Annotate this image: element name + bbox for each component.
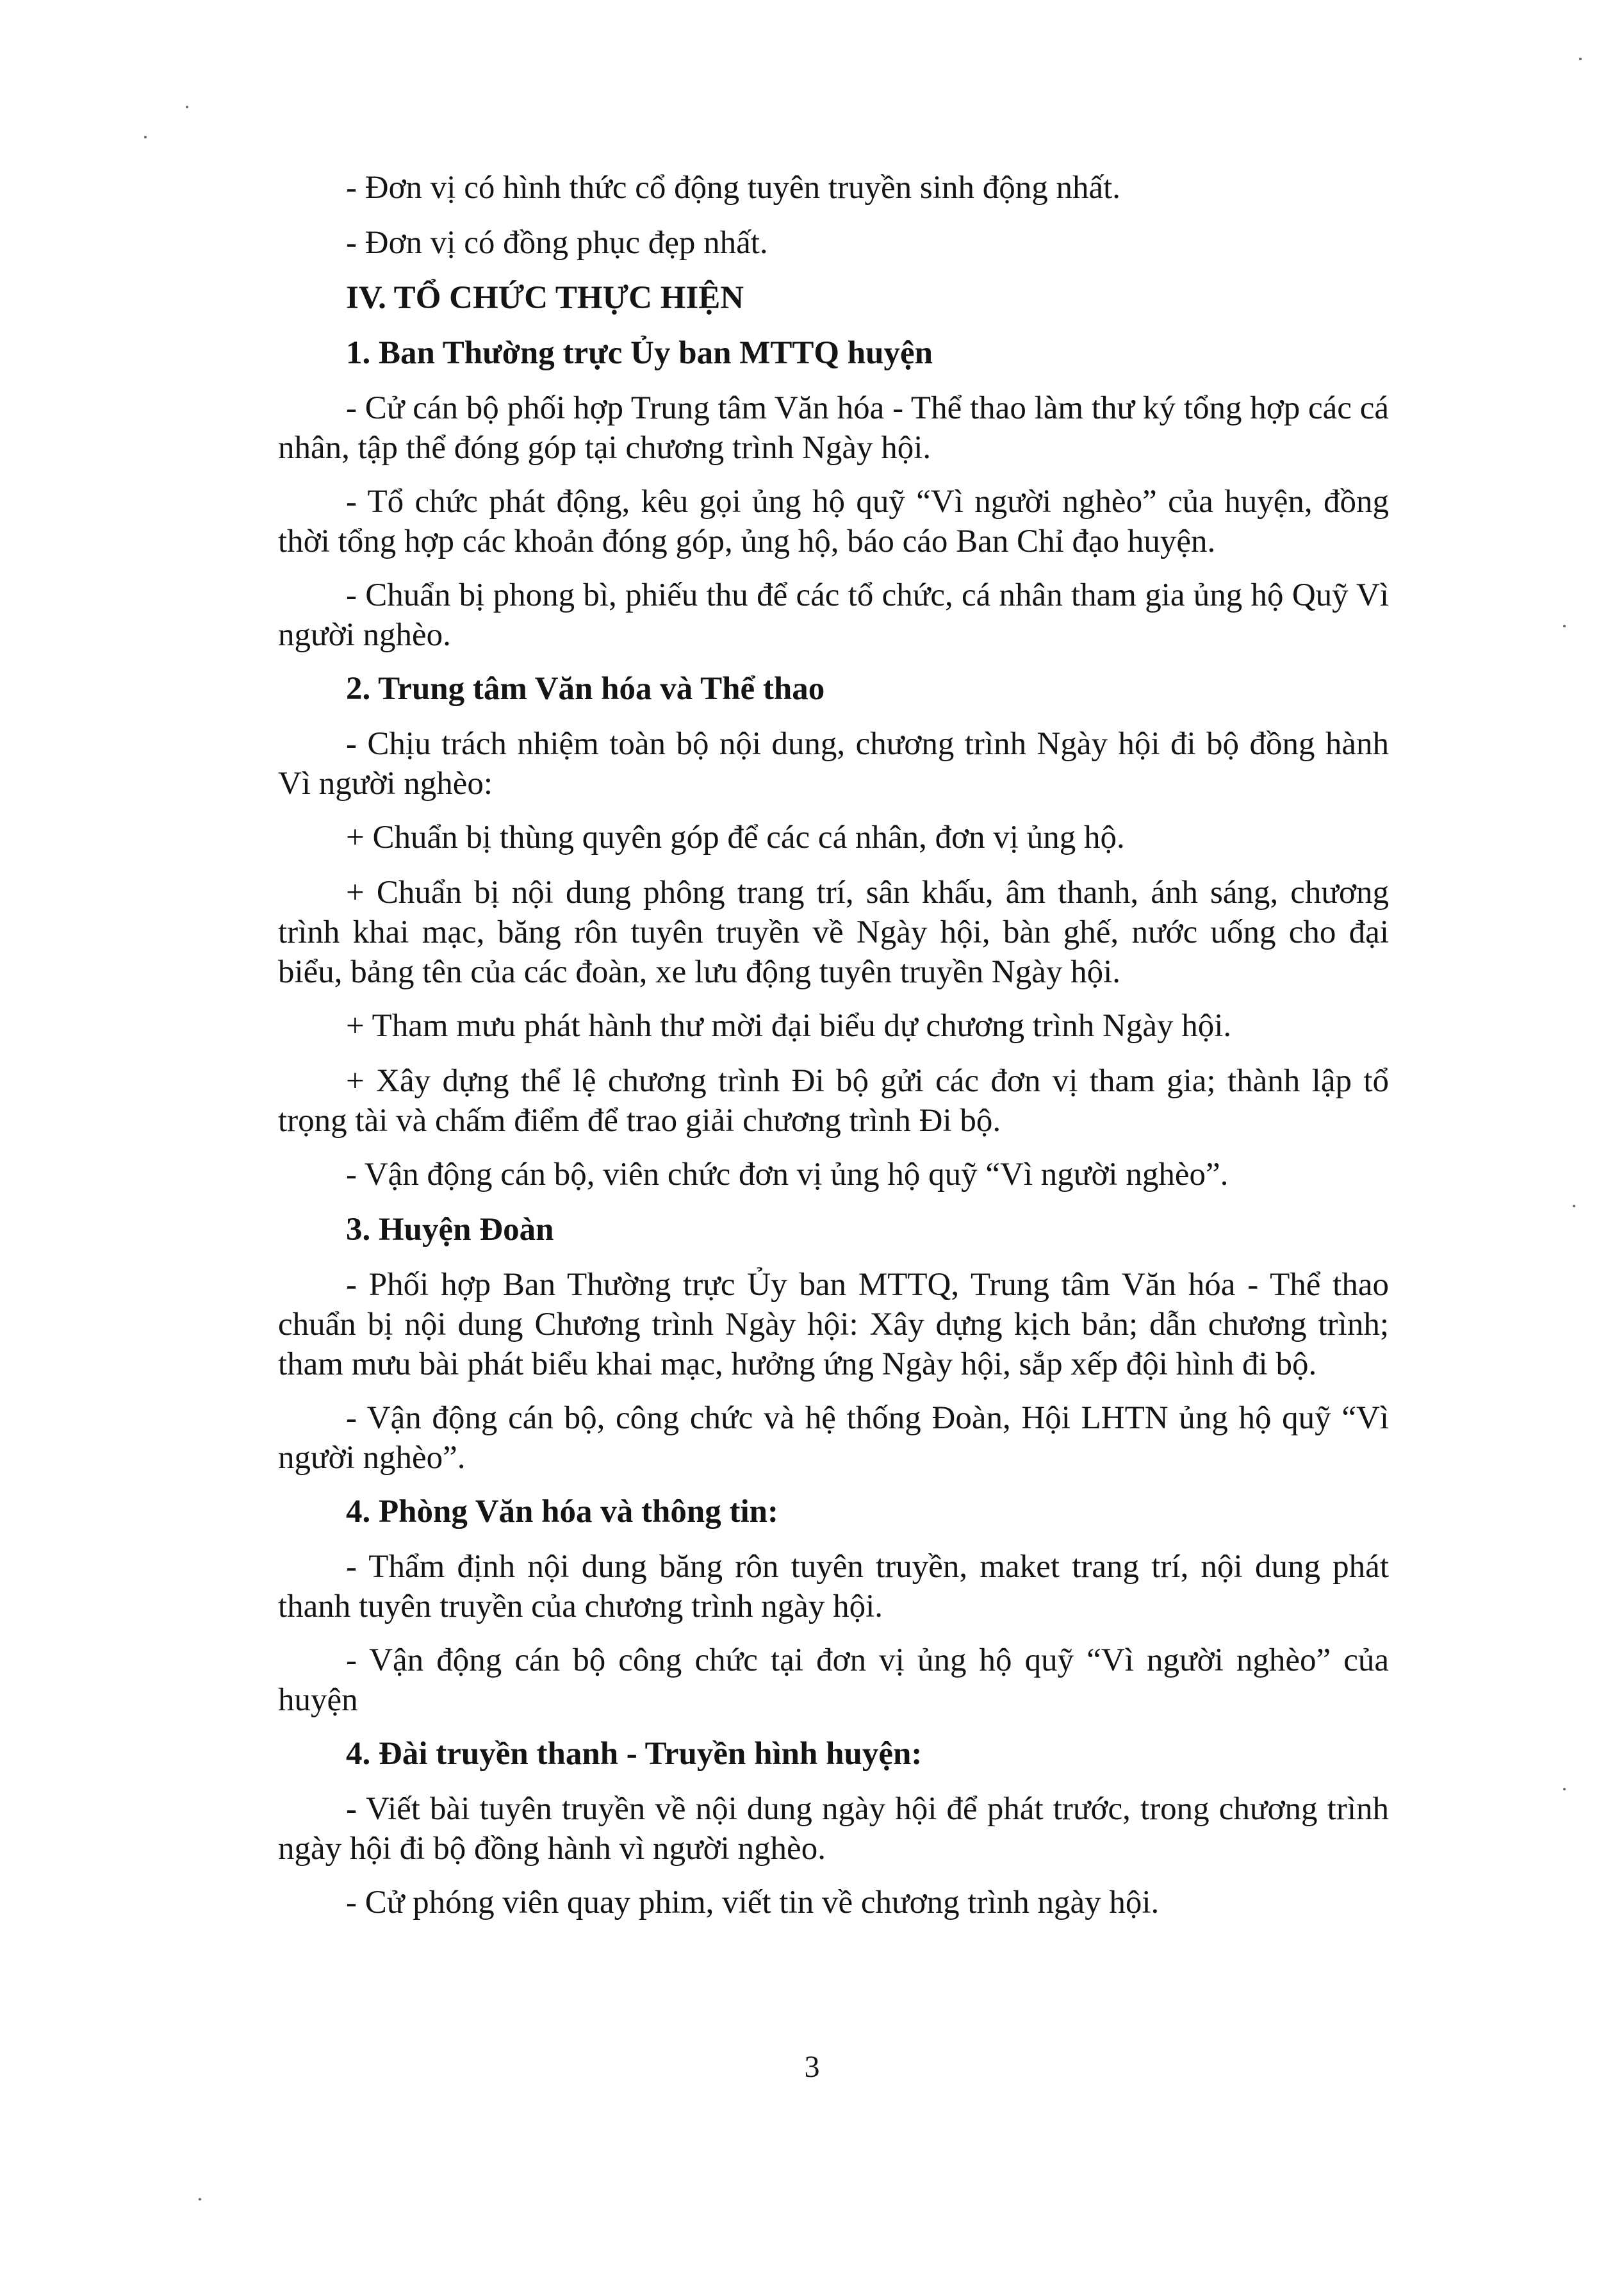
sub-bullet-item: + Tham mưu phát hành thư mời đại biểu dự chương trình Ngày hội.	[346, 1008, 1232, 1044]
subsection-heading: 4. Đài truyền thanh - Truyền hình huyện:	[346, 1736, 923, 1772]
bullet-item: - Đơn vị có hình thức cổ động tuyên truyền sinh động nhất.	[346, 170, 1121, 206]
section-heading: IV. TỔ CHỨC THỰC HIỆN	[346, 280, 744, 316]
scan-speck	[1563, 1788, 1566, 1790]
scan-speck	[144, 136, 147, 138]
subsection-heading: 1. Ban Thường trực Ủy ban MTTQ huyện	[346, 335, 933, 371]
scan-speck	[1573, 1205, 1575, 1207]
bullet-item: - Chịu trách nhiệm toàn bộ nội dung, chương trình Ngày hội đi bộ đồng hành Vì người nghèo:	[278, 726, 1389, 802]
bullet-item: - Vận động cán bộ, viên chức đơn vị ủng hộ quỹ “Vì người nghèo”.	[346, 1157, 1229, 1193]
scan-speck	[1563, 625, 1566, 627]
subsection-heading: 3. Huyện Đoàn	[346, 1212, 554, 1248]
bullet-item: - Vận động cán bộ, công chức và hệ thống Đoàn, Hội LHTN ủng hộ quỹ “Vì người nghèo”.	[278, 1400, 1389, 1476]
bullet-item: - Đơn vị có đồng phục đẹp nhất.	[346, 225, 768, 261]
bullet-item: - Tổ chức phát động, kêu gọi ủng hộ quỹ “Vì người nghèo” của huyện, đồng thời tổng hợp các khoản đóng góp, ủng hộ, báo cáo Ban Chỉ đạo huyện.	[278, 484, 1389, 559]
subsection-heading: 2. Trung tâm Văn hóa và Thể thao	[346, 671, 825, 707]
bullet-item: - Vận động cán bộ công chức tại đơn vị ủng hộ quỹ “Vì người nghèo” của huyện	[278, 1642, 1389, 1718]
bullet-item: - Thẩm định nội dung băng rôn tuyên truyền, maket trang trí, nội dung phát thanh tuyên truyền của chương trình ngày hội.	[278, 1549, 1389, 1624]
bullet-item: - Viết bài tuyên truyền về nội dung ngày hội để phát trước, trong chương trình ngày hội đi bộ đồng hành vì người nghèo.	[278, 1791, 1389, 1867]
bullet-item: - Cử cán bộ phối hợp Trung tâm Văn hóa - Thể thao làm thư ký tổng hợp các cá nhân, tập thể đóng góp tại chương trình Ngày hội.	[278, 390, 1389, 466]
page-number: 3	[804, 2050, 820, 2084]
bullet-item: - Phối hợp Ban Thường trực Ủy ban MTTQ, Trung tâm Văn hóa - Thể thao chuẩn bị nội dung Chương trình Ngày hội: Xây dựng kịch bản; dẫn chương trình; tham mưu bài phát biểu khai mạc, hưởng ứng Ngày hội, sắp xếp đội hình đi bộ.	[278, 1267, 1389, 1382]
sub-bullet-item: + Xây dựng thể lệ chương trình Đi bộ gửi các đơn vị tham gia; thành lập tổ trọng tài và chấm điểm để trao giải chương trình Đi bộ.	[278, 1063, 1389, 1139]
bullet-item: - Chuẩn bị phong bì, phiếu thu để các tổ chức, cá nhân tham gia ủng hộ Quỹ Vì người nghèo.	[278, 577, 1389, 653]
scan-speck	[1579, 58, 1582, 60]
scan-speck	[186, 106, 188, 108]
subsection-heading: 4. Phòng Văn hóa và thông tin:	[346, 1494, 778, 1530]
document-body	[278, 168, 1389, 1938]
bullet-item: - Cử phóng viên quay phim, viết tin về chương trình ngày hội.	[346, 1885, 1160, 1920]
sub-bullet-item: + Chuẩn bị nội dung phông trang trí, sân khấu, âm thanh, ánh sáng, chương trình khai mạc, băng rôn tuyên truyền về Ngày hội, bàn ghế, nước uống cho đại biểu, bảng tên của các đoàn, xe lưu động tuyên truyền Ngày hội.	[278, 875, 1389, 990]
sub-bullet-item: + Chuẩn bị thùng quyên góp để các cá nhân, đơn vị ủng hộ.	[346, 820, 1125, 855]
scan-speck	[199, 2198, 201, 2201]
